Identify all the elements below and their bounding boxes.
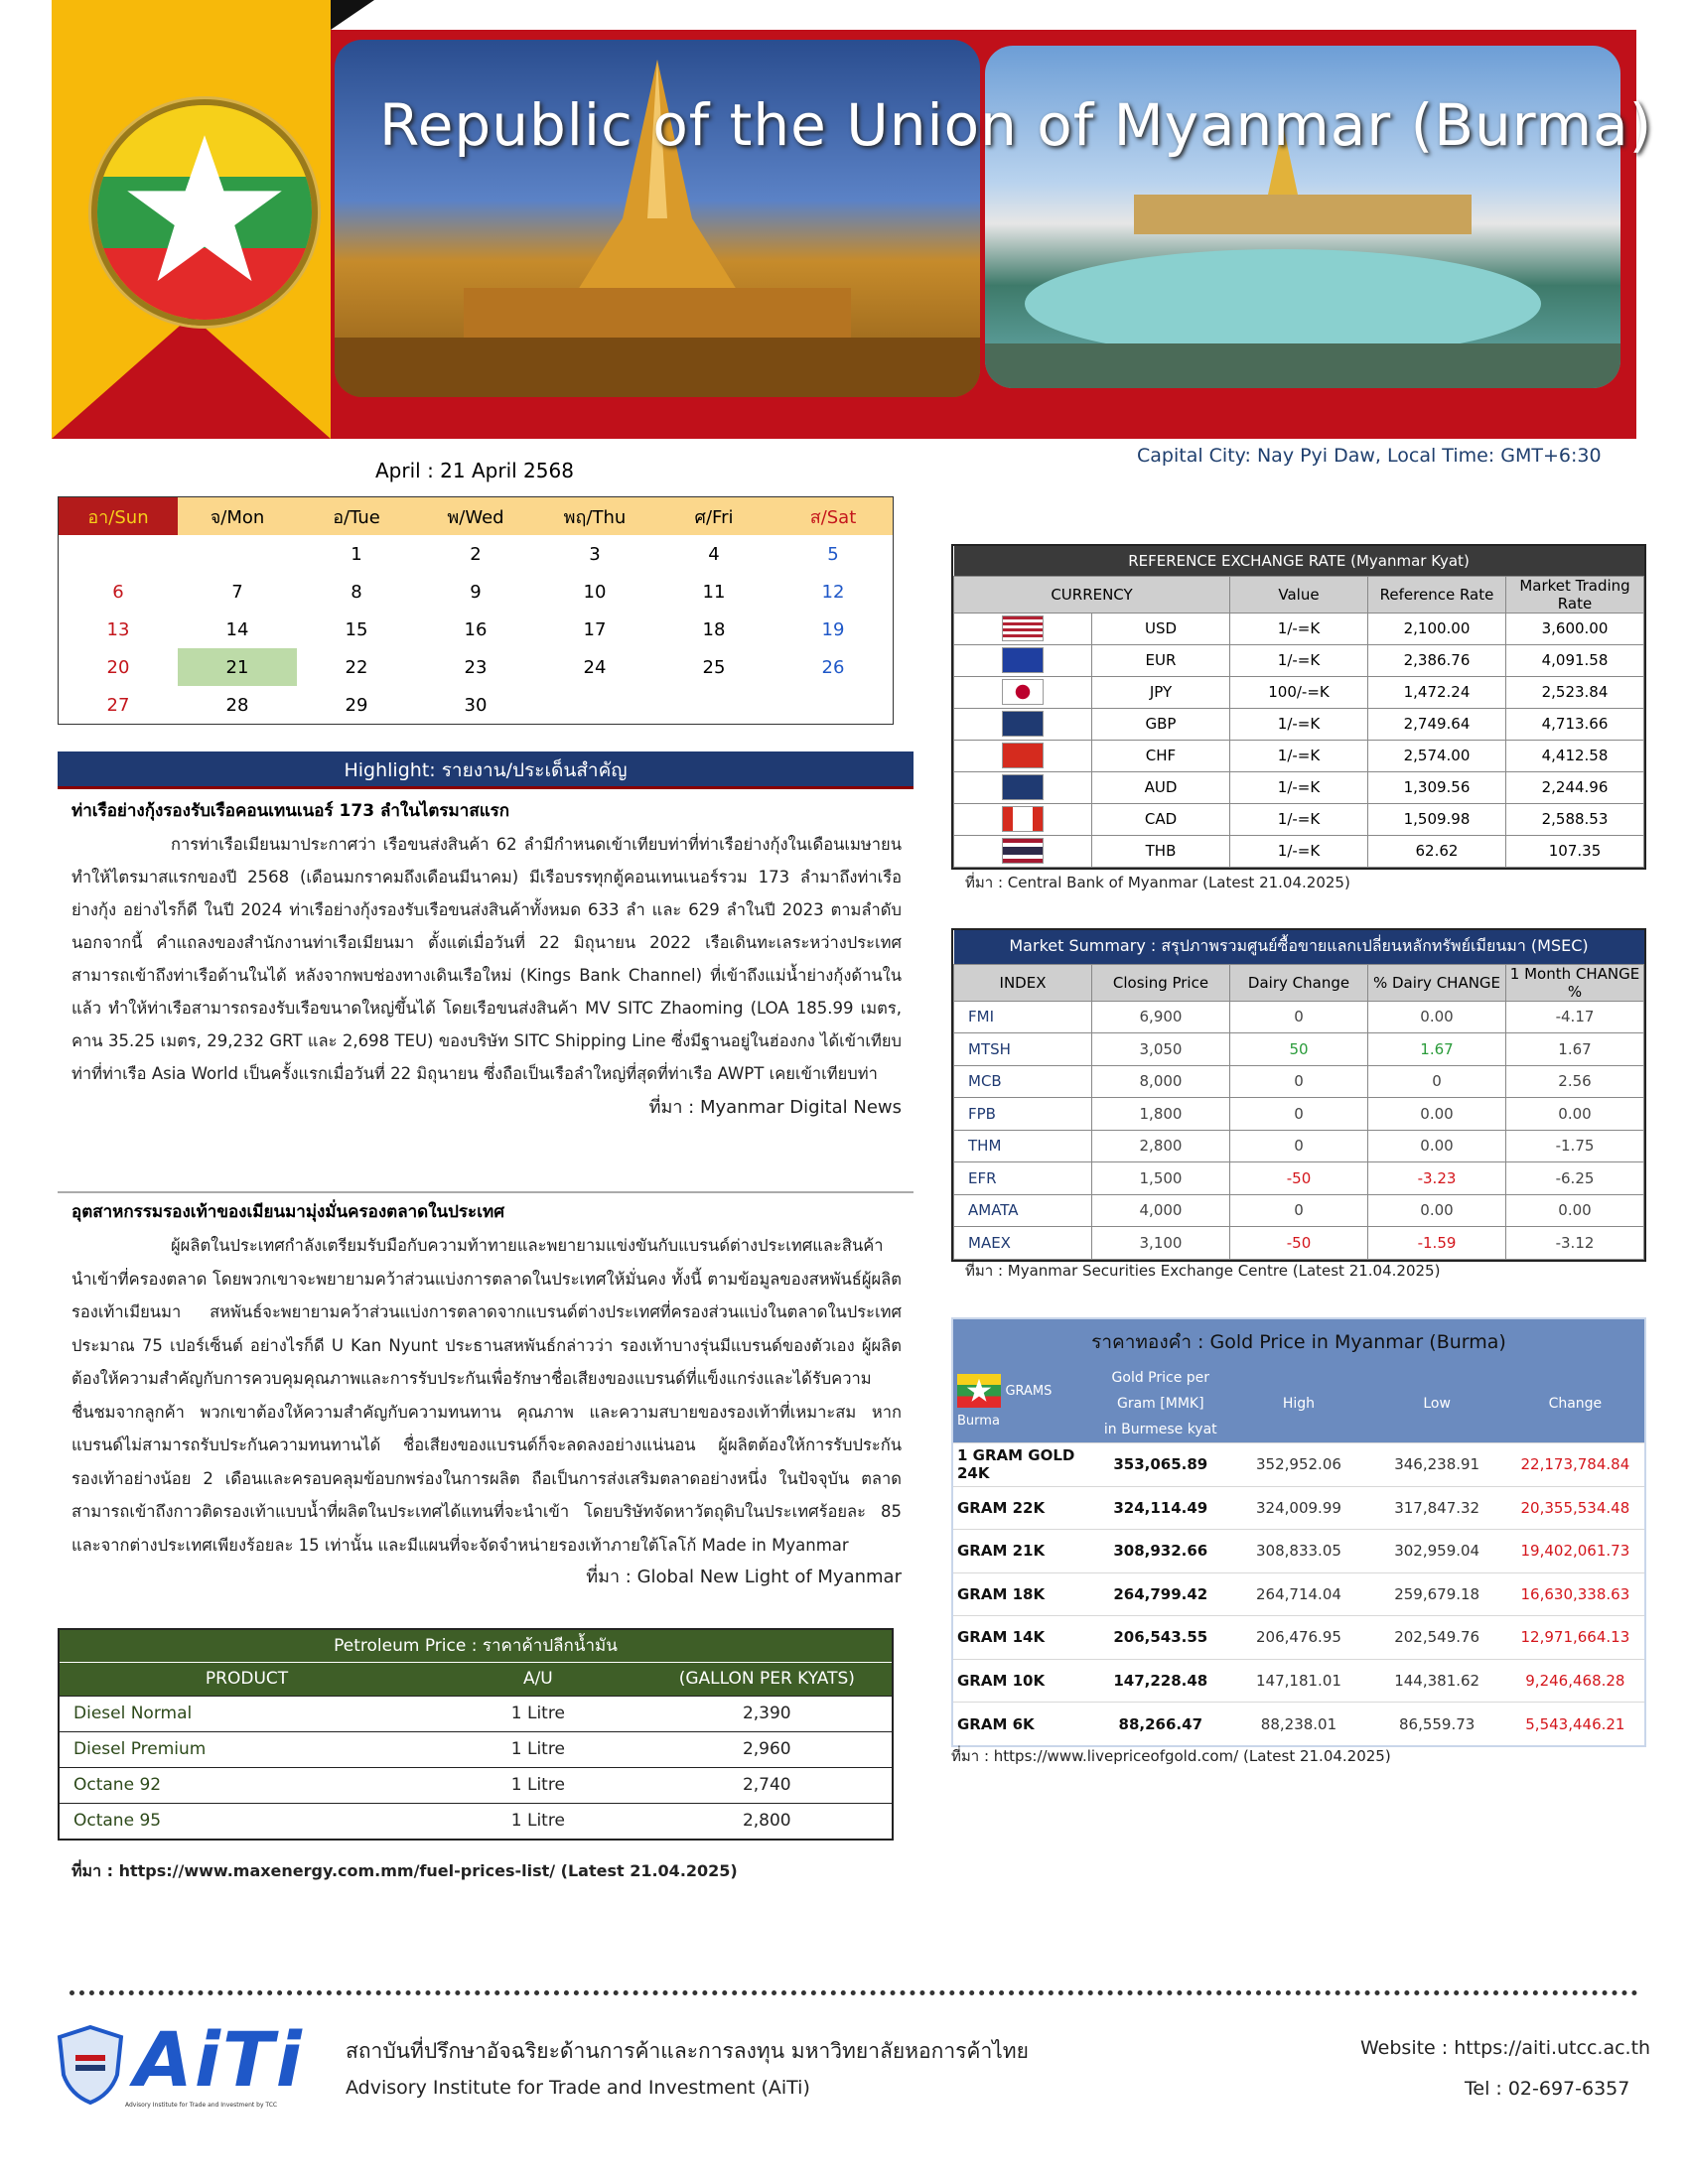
table-cell: 0.00 bbox=[1368, 1098, 1506, 1131]
calendar-date bbox=[178, 535, 297, 573]
calendar-date: 30 bbox=[464, 694, 488, 716]
table-row bbox=[60, 1696, 892, 1731]
table-cell: -6.25 bbox=[1506, 1162, 1644, 1195]
table-cell: 147,181.01 bbox=[1229, 1659, 1367, 1703]
petroleum-source: ที่มา : https://www.maxenergy.com.mm/fuel-prices-list/ (Latest 21.04.2025) bbox=[71, 1861, 738, 1880]
table-cell: 324,009.99 bbox=[1229, 1486, 1367, 1530]
table-cell: -1.75 bbox=[1506, 1130, 1644, 1162]
table-cell: 19,402,061.73 bbox=[1506, 1530, 1644, 1573]
table-cell: GRAM 21K bbox=[953, 1530, 1091, 1573]
table-cell: 16,630,338.63 bbox=[1506, 1572, 1644, 1616]
article-title: อุตสาหกรรมรองเท้าของเมียนมามุ่งมั่นครองตลาดในประเทศ bbox=[71, 1202, 504, 1222]
table-cell: 317,847.32 bbox=[1368, 1486, 1506, 1530]
table-cell: 259,679.18 bbox=[1368, 1572, 1506, 1616]
table-row bbox=[953, 1530, 1644, 1573]
th-flag-icon bbox=[1002, 838, 1044, 864]
logo-subtitle: Advisory Institute for Trade and Investment by TCC bbox=[125, 2102, 278, 2109]
table-cell: FMI bbox=[954, 1001, 1092, 1033]
table-row bbox=[954, 1065, 1644, 1098]
flag-cell bbox=[954, 803, 1092, 835]
table-cell: 0 bbox=[1230, 1130, 1368, 1162]
flag-cell bbox=[954, 676, 1092, 708]
calendar-day-header: จ/Mon bbox=[178, 497, 297, 535]
table-cell: FPB bbox=[954, 1098, 1092, 1131]
table-cell: 2,800 bbox=[1092, 1130, 1230, 1162]
table-cell: GRAM 10K bbox=[953, 1659, 1091, 1703]
table-row bbox=[954, 835, 1644, 867]
table-cell: 6,900 bbox=[1092, 1001, 1230, 1033]
table-cell: 9,246,468.28 bbox=[1506, 1659, 1644, 1703]
aiti-logo: AiTi bbox=[134, 2015, 304, 2104]
calendar-day-header: ศ/Fri bbox=[654, 497, 774, 535]
table-cell: 8,000 bbox=[1092, 1065, 1230, 1098]
table-cell: 302,959.04 bbox=[1368, 1530, 1506, 1573]
table-cell: 2,749.64 bbox=[1368, 708, 1506, 740]
col-grams: GRAMS Burma bbox=[953, 1365, 1091, 1443]
table-cell: CAD bbox=[1092, 803, 1230, 835]
table-row bbox=[954, 1098, 1644, 1131]
article-body: ผู้ผลิตในประเทศกำลังเตรียมรับมือกับความท้าทายและพยายามแข่งขันกับแบรนด์ต่างประเทศและสินค้านำเข้าที่ครองตลาด โดยพวกเขาจะพยายามคว้าส่วนแบ่งการตลาดในประเทศให้มั่นคง ทั้งนี้ ตามข้อมูลของสหพันธ์ผู้ผลิตรองเท้าเมียนมา สหพันธ์จะพยายามคว้าส่วนแบ่งการตลาดจากแบรนด์ต่างประเทศที่ครองส่วนแบ่งในตลาดในประเทศประมาณ 75 เปอร์เซ็นต์ อย่างไรก็ดี U Kan Nyunt ประธานสหพันธ์กล่าวว่า รองเท้าบางรุ่นมีแบรนด์ของตัวเอง ผู้ผลิตต้องให้ความสำคัญกับการควบคุมคุณภาพและการรับประกันเพื่อรักษาชื่อเสียงของแบรนด์ที่แข็งแกร่งและได้รับความชื่นชมจากลูกค้า พวกเขาต้องให้ความสำคัญกับความทนทาน คุณภาพ และความสบายของรองเท้าที่เหมาะสม หากแบรนด์ไม่สามารถรับประกันความทนทานได้ ชื่อเสียงของแบรนด์ก็จะลดลงอย่างแน่นอน ผู้ผลิตต้องให้การรับประกันรองเท้าอย่างน้อย 2 เดือนและครอบคลุมข้อบกพร่องในการผลิต ถือเป็นการส่งเสริมตลาดอย่างหนึ่ง ในปัจจุบัน ตลาดสามารถเข้าถึงกาวติดรองเท้าแบบน้ำที่ผลิตในประเทศได้แทนที่จะนำเข้า โดยบริษัทจัดหาวัตถุดิบในประเทศร้อยละ 85 และจากต่างประเทศเพียงร้อยละ 15 เท่านั้น และมีแผนที่จะจัดจำหน่ายรองเท้าภายใต้โลโก้ Made in Myanmar bbox=[71, 1236, 902, 1555]
table-cell: 86,559.73 bbox=[1368, 1703, 1506, 1746]
table-cell: 0.00 bbox=[1368, 1194, 1506, 1227]
table-cell: 1/-=K bbox=[1230, 771, 1368, 803]
calendar-date: 5 bbox=[827, 543, 839, 565]
calendar-date: 21 bbox=[178, 648, 297, 686]
table-cell: 12,971,664.13 bbox=[1506, 1616, 1644, 1660]
table-cell: GRAM 6K bbox=[953, 1703, 1091, 1746]
table-cell: 0 bbox=[1230, 1001, 1368, 1033]
table-cell: 1/-=K bbox=[1230, 613, 1368, 644]
table-cell: Diesel Premium bbox=[60, 1731, 434, 1767]
table-cell: 206,543.55 bbox=[1091, 1616, 1229, 1660]
table-cell: 1 Litre bbox=[434, 1767, 642, 1803]
calendar-date: 17 bbox=[583, 618, 607, 640]
calendar-day-header: ส/Sat bbox=[774, 497, 893, 535]
table-cell: -3.12 bbox=[1506, 1227, 1644, 1260]
table-cell: THB bbox=[1092, 835, 1230, 867]
table-cell: 88,266.47 bbox=[1091, 1703, 1229, 1746]
calendar-date: 29 bbox=[345, 694, 368, 716]
table-row bbox=[954, 676, 1644, 708]
calendar-date: 28 bbox=[225, 694, 249, 716]
calendar-date: 3 bbox=[589, 543, 601, 565]
calendar-date bbox=[535, 686, 654, 724]
footer-tel: Tel : 02-697-6357 bbox=[1465, 2078, 1630, 2100]
table-row bbox=[954, 1130, 1644, 1162]
article-port bbox=[71, 797, 902, 1121]
calendar-date: 8 bbox=[351, 581, 362, 603]
calendar-date: 27 bbox=[106, 694, 130, 716]
table-cell: 1,309.56 bbox=[1368, 771, 1506, 803]
table-cell: MAEX bbox=[954, 1227, 1092, 1260]
calendar-date bbox=[59, 535, 178, 573]
exchange-rate-table bbox=[951, 544, 1646, 870]
table-cell: Octane 92 bbox=[60, 1767, 434, 1803]
petroleum-table bbox=[58, 1628, 894, 1841]
footer-english-name: Advisory Institute for Trade and Investment (AiTi) bbox=[346, 2077, 810, 2099]
col-reference: Reference Rate bbox=[1368, 576, 1506, 613]
table-cell: 3,050 bbox=[1092, 1033, 1230, 1066]
table-row bbox=[954, 1194, 1644, 1227]
table-cell: 147,228.48 bbox=[1091, 1659, 1229, 1703]
gold-price-table bbox=[951, 1317, 1646, 1747]
calendar-day-header: อ/Tue bbox=[297, 497, 416, 535]
table-cell: 264,799.42 bbox=[1091, 1572, 1229, 1616]
table-cell: 5,543,446.21 bbox=[1506, 1703, 1644, 1746]
calendar-day-header: พฤ/Thu bbox=[535, 497, 654, 535]
table-cell: 353,065.89 bbox=[1091, 1443, 1229, 1487]
table-cell: 22,173,784.84 bbox=[1506, 1443, 1644, 1487]
table-cell: 2,386.76 bbox=[1368, 644, 1506, 676]
table-cell: 144,381.62 bbox=[1368, 1659, 1506, 1703]
col-price: (GALLON PER KYATS) bbox=[642, 1662, 892, 1696]
table-cell: 2,574.00 bbox=[1368, 740, 1506, 771]
table-row bbox=[953, 1659, 1644, 1703]
col-product: PRODUCT bbox=[60, 1662, 434, 1696]
calendar-date bbox=[774, 686, 893, 724]
calendar-date: 4 bbox=[708, 543, 720, 565]
flag-cell bbox=[954, 613, 1092, 644]
col-value: Value bbox=[1230, 576, 1368, 613]
table-cell: MTSH bbox=[954, 1033, 1092, 1066]
table-cell: 202,549.76 bbox=[1368, 1616, 1506, 1660]
us-flag-icon bbox=[1002, 615, 1044, 641]
market-summary-table bbox=[951, 928, 1646, 1262]
table-cell: 1/-=K bbox=[1230, 644, 1368, 676]
col-daily-pct: % Dairy CHANGE bbox=[1368, 964, 1506, 1001]
calendar-week bbox=[59, 648, 893, 686]
calendar-date: 6 bbox=[112, 581, 124, 603]
table-row bbox=[953, 1703, 1644, 1746]
calendar-date: 10 bbox=[583, 581, 607, 603]
col-daily-change: Dairy Change bbox=[1230, 964, 1368, 1001]
table-cell: 1.67 bbox=[1368, 1033, 1506, 1066]
table-cell: -50 bbox=[1230, 1162, 1368, 1195]
table-cell: 4,000 bbox=[1092, 1194, 1230, 1227]
calendar-week bbox=[59, 535, 893, 573]
col-change: Change bbox=[1506, 1365, 1644, 1443]
table-cell: 0 bbox=[1230, 1065, 1368, 1098]
calendar-date: 9 bbox=[470, 581, 482, 603]
calendar-day-header: พ/Wed bbox=[416, 497, 535, 535]
calendar-date: 23 bbox=[464, 656, 488, 678]
market-source: ที่มา : Myanmar Securities Exchange Centre (Latest 21.04.2025) bbox=[965, 1262, 1441, 1280]
footer-website[interactable]: Website : https://aiti.utcc.ac.th bbox=[1360, 2037, 1651, 2059]
calendar-date: 11 bbox=[702, 581, 726, 603]
table-cell: CHF bbox=[1092, 740, 1230, 771]
header-black-triangle bbox=[331, 0, 374, 30]
table-cell: 3,100 bbox=[1092, 1227, 1230, 1260]
table-cell: 308,932.66 bbox=[1091, 1530, 1229, 1573]
table-row bbox=[60, 1731, 892, 1767]
table-cell: 0 bbox=[1368, 1065, 1506, 1098]
table-cell: Octane 95 bbox=[60, 1803, 434, 1839]
table-row bbox=[954, 803, 1644, 835]
calendar-week bbox=[59, 573, 893, 611]
calendar-date: 25 bbox=[702, 656, 726, 678]
table-cell: EFR bbox=[954, 1162, 1092, 1195]
col-unit: A/U bbox=[434, 1662, 642, 1696]
exchange-source: ที่มา : Central Bank of Myanmar (Latest 21.04.2025) bbox=[965, 874, 1350, 891]
table-cell: 324,114.49 bbox=[1091, 1486, 1229, 1530]
calendar-date: 19 bbox=[821, 618, 845, 640]
table-cell: GRAM 22K bbox=[953, 1486, 1091, 1530]
table-cell: 1/-=K bbox=[1230, 835, 1368, 867]
table-cell: 2,960 bbox=[642, 1731, 892, 1767]
table-cell: 4,713.66 bbox=[1506, 708, 1644, 740]
ch-flag-icon bbox=[1002, 743, 1044, 768]
table-cell: 0.00 bbox=[1368, 1130, 1506, 1162]
ca-flag-icon bbox=[1002, 806, 1044, 832]
table-cell: 1 Litre bbox=[434, 1731, 642, 1767]
table-row bbox=[953, 1486, 1644, 1530]
table-row bbox=[954, 613, 1644, 644]
calendar-date: 22 bbox=[345, 656, 368, 678]
table-cell: GRAM 14K bbox=[953, 1616, 1091, 1660]
myanmar-flag-icon bbox=[91, 99, 318, 326]
market-caption: Market Summary : สรุปภาพรวมศูนย์ซื้อขายแลกเปลี่ยนหลักทรัพย์เมียนมา (MSEC) bbox=[954, 930, 1644, 964]
table-cell: 1/-=K bbox=[1230, 740, 1368, 771]
table-cell: -3.23 bbox=[1368, 1162, 1506, 1195]
calendar-date: 20 bbox=[106, 656, 130, 678]
au-flag-icon bbox=[1002, 774, 1044, 800]
eu-flag-icon bbox=[1002, 647, 1044, 673]
article-source: ที่มา : Global New Light of Myanmar bbox=[586, 1567, 902, 1587]
table-cell: 4,412.58 bbox=[1506, 740, 1644, 771]
table-cell: 1/-=K bbox=[1230, 708, 1368, 740]
table-cell: Diesel Normal bbox=[60, 1696, 434, 1731]
table-cell: 2,740 bbox=[642, 1767, 892, 1803]
jp-flag-icon bbox=[1002, 679, 1044, 705]
table-row bbox=[954, 1001, 1644, 1033]
table-cell: 264,714.04 bbox=[1229, 1572, 1367, 1616]
col-low: Low bbox=[1368, 1365, 1506, 1443]
table-row bbox=[954, 771, 1644, 803]
table-row bbox=[954, 740, 1644, 771]
table-cell: 0.00 bbox=[1368, 1001, 1506, 1033]
table-row bbox=[953, 1616, 1644, 1660]
table-cell: AMATA bbox=[954, 1194, 1092, 1227]
table-cell: USD bbox=[1092, 613, 1230, 644]
page-title: Republic of the Union of Myanmar (Burma) bbox=[379, 91, 1653, 159]
table-row bbox=[954, 1227, 1644, 1260]
table-cell: 0.00 bbox=[1506, 1194, 1644, 1227]
gold-source: ที่มา : https://www.livepriceofgold.com/ (Latest 21.04.2025) bbox=[951, 1747, 1391, 1765]
article-source: ที่มา : Myanmar Digital News bbox=[648, 1097, 902, 1118]
table-cell: -50 bbox=[1230, 1227, 1368, 1260]
table-row bbox=[954, 1162, 1644, 1195]
table-cell: 2,588.53 bbox=[1506, 803, 1644, 835]
flag-cell bbox=[954, 644, 1092, 676]
calendar-date: 14 bbox=[225, 618, 249, 640]
table-cell: 0 bbox=[1230, 1194, 1368, 1227]
table-cell: 4,091.58 bbox=[1506, 644, 1644, 676]
footer-divider bbox=[70, 1990, 1638, 1995]
table-row bbox=[954, 708, 1644, 740]
uk-flag-icon bbox=[1002, 711, 1044, 737]
table-cell: -4.17 bbox=[1506, 1001, 1644, 1033]
calendar-date: 12 bbox=[821, 581, 845, 603]
col-gold-price: Gold Price per Gram [MMK] in Burmese kyat bbox=[1091, 1365, 1229, 1443]
table-cell: 346,238.91 bbox=[1368, 1443, 1506, 1487]
table-row bbox=[954, 644, 1644, 676]
calendar-date: 7 bbox=[231, 581, 243, 603]
table-cell: MCB bbox=[954, 1065, 1092, 1098]
table-cell: 1,800 bbox=[1092, 1098, 1230, 1131]
table-cell: 50 bbox=[1230, 1033, 1368, 1066]
table-cell: 100/-=K bbox=[1230, 676, 1368, 708]
table-cell: 1 GRAM GOLD 24K bbox=[953, 1443, 1091, 1487]
table-row bbox=[60, 1767, 892, 1803]
petroleum-caption: Petroleum Price : ราคาค้าปลีกน้ำมัน bbox=[60, 1630, 892, 1662]
calendar-week bbox=[59, 686, 893, 724]
calendar-day-header: อา/Sun bbox=[59, 497, 178, 535]
calendar-date: 13 bbox=[106, 618, 130, 640]
calendar-date: 26 bbox=[821, 656, 845, 678]
table-cell: 0.00 bbox=[1506, 1098, 1644, 1131]
table-cell: 2,244.96 bbox=[1506, 771, 1644, 803]
table-cell: 1,472.24 bbox=[1368, 676, 1506, 708]
calendar-date: 2 bbox=[470, 543, 482, 565]
table-cell: 20,355,534.48 bbox=[1506, 1486, 1644, 1530]
table-cell: 107.35 bbox=[1506, 835, 1644, 867]
flag-cell bbox=[954, 835, 1092, 867]
flag-cell bbox=[954, 771, 1092, 803]
table-cell: -1.59 bbox=[1368, 1227, 1506, 1260]
calendar-date: 18 bbox=[702, 618, 726, 640]
calendar-date: 24 bbox=[583, 656, 607, 678]
calendar-date: 15 bbox=[345, 618, 368, 640]
table-cell: EUR bbox=[1092, 644, 1230, 676]
table-cell: 2,800 bbox=[642, 1803, 892, 1839]
col-currency: CURRENCY bbox=[954, 576, 1230, 613]
article-title: ท่าเรือย่างกุ้งรองรับเรือคอนเทนเนอร์ 173 ลำในไตรมาสแรก bbox=[71, 801, 510, 821]
table-cell: 2,390 bbox=[642, 1696, 892, 1731]
myanmar-flag-icon bbox=[957, 1374, 1001, 1408]
table-cell: 88,238.01 bbox=[1229, 1703, 1367, 1746]
article-footwear bbox=[71, 1198, 902, 1590]
gold-caption: ราคาทองคำ : Gold Price in Myanmar (Burma) bbox=[953, 1319, 1644, 1365]
table-row bbox=[60, 1803, 892, 1839]
calendar-date bbox=[654, 686, 774, 724]
col-closing: Closing Price bbox=[1092, 964, 1230, 1001]
table-cell: 352,952.06 bbox=[1229, 1443, 1367, 1487]
table-cell: 2,100.00 bbox=[1368, 613, 1506, 644]
flag-cell bbox=[954, 708, 1092, 740]
article-body: การท่าเรือเมียนมาประกาศว่า เรือขนส่งสินค้า 62 ลำมีกำหนดเข้าเทียบท่าที่ท่าเรือย่างกุ้งในเดือนเมษายน ทำให้ไตรมาสแรกของปี 2568 (เดือนมกราคมถึงเดือนมีนาคม) มีเรือบรรทุกตู้คอนเทนเนอร์รวม 173 ลำมาถึงท่าเรือย่างกุ้ง อย่างไรก็ดี ในปี 2024 ท่าเรือย่างกุ้งรองรับเรือขนส่งสินค้าทั้งหมด 633 ลำ และ 629 ลำในปี 2023 ตามลำดับ นอกจากนี้ คำแถลงของสำนักงานท่าเรือเมียนมา ตั้งแต่เมื่อวันที่ 22 มิถุนายน 2022 เรือเดินทะเลระหว่างประเทศสามารถเข้าถึงท่าเรือด้านในได้ หลังจากพบช่องทางเดินเรือใหม่ (Kings Bank Channel) ที่เข้าถึงแม่น้ำย่างกุ้งด้านในแล้ว ทำให้ท่าเรือสามารถรองรับเรือขนาดใหญ่ขึ้นได้ โดยเรือขนส่งสินค้า MV SITC Zhaoming (LOA 185.99 เมตร, คาน 35.25 เมตร, 29,232 GRT และ 2,698 TEU) ของบริษัท SITC Shipping Line ซึ่งมีฐานอยู่ในฮ่องกง ได้เข้าเทียบท่าที่ท่าเรือ Asia World เป็นครั้งแรกเมื่อวันที่ 22 มิถุนายน ซึ่งถือเป็นเรือลำใหญ่ที่สุดที่ท่าเรือ AWPT เคยเข้าเทียบท่า bbox=[71, 835, 902, 1083]
table-cell: 308,833.05 bbox=[1229, 1530, 1367, 1573]
table-row bbox=[954, 1033, 1644, 1066]
table-cell: 62.62 bbox=[1368, 835, 1506, 867]
table-cell: AUD bbox=[1092, 771, 1230, 803]
table-cell: 2,523.84 bbox=[1506, 676, 1644, 708]
calendar-date: 16 bbox=[464, 618, 488, 640]
table-cell: 1,500 bbox=[1092, 1162, 1230, 1195]
col-index: INDEX bbox=[954, 964, 1092, 1001]
capital-info: Capital City: Nay Pyi Daw, Local Time: GMT+6:30 bbox=[1137, 445, 1602, 467]
col-high: High bbox=[1229, 1365, 1367, 1443]
exchange-caption: REFERENCE EXCHANGE RATE (Myanmar Kyat) bbox=[954, 546, 1644, 576]
table-cell: GRAM 18K bbox=[953, 1572, 1091, 1616]
table-cell: 0 bbox=[1230, 1098, 1368, 1131]
table-row bbox=[953, 1443, 1644, 1487]
table-cell: 1,509.98 bbox=[1368, 803, 1506, 835]
calendar-date: 1 bbox=[351, 543, 362, 565]
header-banner bbox=[52, 0, 1653, 439]
calendar bbox=[58, 496, 894, 725]
col-month-pct: 1 Month CHANGE % bbox=[1506, 964, 1644, 1001]
table-cell: GBP bbox=[1092, 708, 1230, 740]
table-cell: 206,476.95 bbox=[1229, 1616, 1367, 1660]
table-cell: 1/-=K bbox=[1230, 803, 1368, 835]
table-cell: 1 Litre bbox=[434, 1696, 642, 1731]
flag-cell bbox=[954, 740, 1092, 771]
table-cell: 1.67 bbox=[1506, 1033, 1644, 1066]
col-market: Market Trading Rate bbox=[1506, 576, 1644, 613]
table-cell: JPY bbox=[1092, 676, 1230, 708]
shield-logo-icon bbox=[56, 2025, 125, 2105]
report-date: April : 21 April 2568 bbox=[375, 459, 574, 482]
highlight-bar: Highlight: รายงาน/ประเด็นสำคัญ bbox=[58, 751, 914, 789]
table-cell: 3,600.00 bbox=[1506, 613, 1644, 644]
calendar-week bbox=[59, 611, 893, 648]
table-cell: 2.56 bbox=[1506, 1065, 1644, 1098]
table-cell: 1 Litre bbox=[434, 1803, 642, 1839]
table-cell: THM bbox=[954, 1130, 1092, 1162]
divider bbox=[58, 1191, 914, 1193]
footer-thai-name: สถาบันที่ปรึกษาอัจฉริยะด้านการค้าและการลงทุน มหาวิทยาลัยหอการค้าไทย bbox=[346, 2039, 1029, 2063]
table-row bbox=[953, 1572, 1644, 1616]
